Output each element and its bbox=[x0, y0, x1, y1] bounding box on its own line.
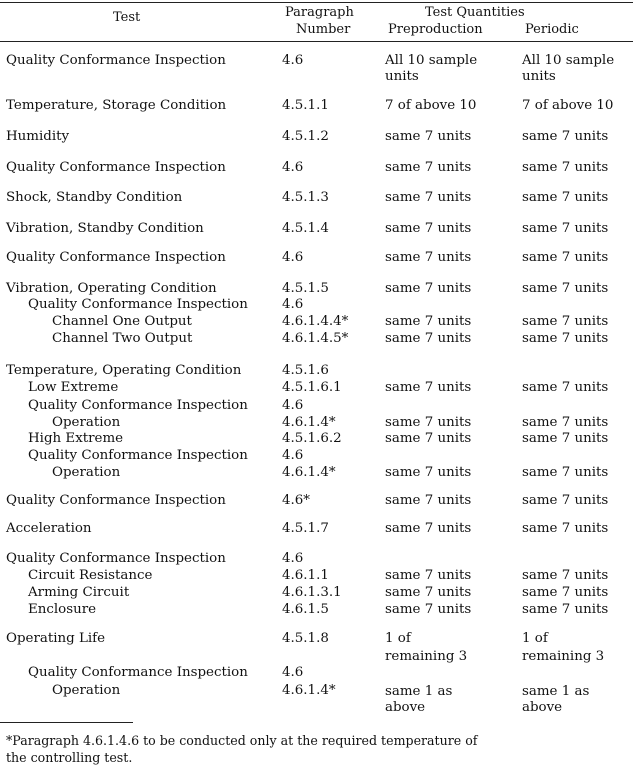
table-cell-paragraph: 4.6 bbox=[282, 297, 304, 312]
table-cell-test: Acceleration bbox=[6, 521, 92, 536]
table-cell-test: Quality Conformance Inspection bbox=[6, 551, 226, 566]
table-cell-test: Quality Conformance Inspection bbox=[6, 160, 226, 175]
table-cell-test: Quality Conformance Inspection bbox=[6, 250, 226, 265]
header-periodic: Periodic bbox=[525, 22, 579, 37]
table-cell-periodic: same 7 units bbox=[522, 250, 609, 265]
table-cell-paragraph: 4.6 bbox=[282, 398, 304, 413]
table-cell-periodic: units bbox=[522, 69, 556, 84]
table-cell-periodic: above bbox=[522, 700, 563, 715]
table-cell-paragraph: 4.6.1.4.5* bbox=[282, 331, 349, 346]
table-cell-paragraph: 4.5.1.2 bbox=[282, 129, 329, 144]
table-cell-paragraph: 4.5.1.4 bbox=[282, 221, 329, 236]
table-cell-paragraph: 4.6 bbox=[282, 250, 304, 265]
table-cell-paragraph: 4.6 bbox=[282, 551, 304, 566]
table-cell-periodic: same 7 units bbox=[522, 314, 609, 329]
table-cell-periodic: same 7 units bbox=[522, 190, 609, 205]
footnote-line-2: the controlling test. bbox=[6, 750, 133, 765]
table-cell-preproduction: same 7 units bbox=[385, 331, 472, 346]
table-cell-preproduction: same 7 units bbox=[385, 160, 472, 175]
table-cell-paragraph: 4.6 bbox=[282, 665, 304, 680]
table-cell-preproduction: same 7 units bbox=[385, 585, 472, 600]
table-cell-periodic: same 7 units bbox=[522, 331, 609, 346]
table-cell-test: Temperature, Storage Condition bbox=[6, 98, 227, 113]
table-cell-periodic: same 7 units bbox=[522, 568, 609, 583]
header-test-quantities: Test Quantities bbox=[425, 5, 525, 20]
table-cell-test: Quality Conformance Inspection bbox=[6, 493, 226, 508]
table-cell-preproduction: same 7 units bbox=[385, 190, 472, 205]
table-cell-preproduction: same 7 units bbox=[385, 415, 472, 430]
table-cell-paragraph: 4.6.1.4* bbox=[282, 465, 336, 480]
table-cell-periodic: same 7 units bbox=[522, 431, 609, 446]
table-cell-test: Quality Conformance Inspection bbox=[28, 398, 248, 413]
table-cell-preproduction: same 7 units bbox=[385, 314, 472, 329]
table-cell-periodic: same 7 units bbox=[522, 493, 609, 508]
table-cell-preproduction: same 7 units bbox=[385, 250, 472, 265]
table-cell-periodic: same 7 units bbox=[522, 415, 609, 430]
table-cell-paragraph: 4.6* bbox=[282, 493, 310, 508]
table-cell-periodic: same 7 units bbox=[522, 585, 609, 600]
table-cell-paragraph: 4.6 bbox=[282, 448, 304, 463]
table-top-rule bbox=[0, 2, 633, 3]
table-cell-test: Quality Conformance Inspection bbox=[6, 53, 226, 68]
table-cell-paragraph: 4.6.1.4* bbox=[282, 683, 336, 698]
header-preproduction: Preproduction bbox=[388, 22, 483, 37]
table-cell-paragraph: 4.6.1.5 bbox=[282, 602, 329, 617]
table-cell-paragraph: 4.5.1.8 bbox=[282, 631, 329, 646]
header-test: Test bbox=[113, 10, 141, 25]
table-cell-periodic: same 7 units bbox=[522, 221, 609, 236]
footnote-rule bbox=[0, 722, 133, 723]
table-cell-preproduction: All 10 sample bbox=[385, 53, 478, 68]
table-cell-test: Arming Circuit bbox=[28, 585, 130, 600]
table-cell-test: Temperature, Operating Condition bbox=[6, 363, 242, 378]
table-cell-test: Low Extreme bbox=[28, 380, 119, 395]
table-cell-preproduction: same 7 units bbox=[385, 281, 472, 296]
table-cell-test: Channel Two Output bbox=[52, 331, 193, 346]
table-cell-test: Shock, Standby Condition bbox=[6, 190, 183, 205]
table-cell-preproduction: same 7 units bbox=[385, 465, 472, 480]
header-bottom-rule bbox=[0, 41, 633, 42]
table-cell-paragraph: 4.6 bbox=[282, 160, 304, 175]
table-cell-preproduction: same 7 units bbox=[385, 129, 472, 144]
table-cell-preproduction: same 7 units bbox=[385, 602, 472, 617]
table-cell-periodic: same 7 units bbox=[522, 129, 609, 144]
table-cell-periodic: same 1 as bbox=[522, 684, 590, 699]
table-cell-preproduction: above bbox=[385, 700, 426, 715]
table-cell-preproduction: same 1 as bbox=[385, 684, 453, 699]
table-cell-paragraph: 4.5.1.6.1 bbox=[282, 380, 342, 395]
table-cell-preproduction: units bbox=[385, 69, 419, 84]
table-cell-paragraph: 4.5.1.3 bbox=[282, 190, 329, 205]
table-cell-periodic: same 7 units bbox=[522, 602, 609, 617]
table-cell-test: Vibration, Operating Condition bbox=[6, 281, 217, 296]
table-cell-periodic: 1 of bbox=[522, 631, 548, 646]
table-cell-periodic: same 7 units bbox=[522, 380, 609, 395]
table-cell-periodic: same 7 units bbox=[522, 465, 609, 480]
table-cell-paragraph: 4.6.1.3.1 bbox=[282, 585, 342, 600]
table-cell-preproduction: remaining 3 bbox=[385, 649, 468, 664]
table-cell-test: Quality Conformance Inspection bbox=[28, 297, 248, 312]
table-cell-preproduction: same 7 units bbox=[385, 221, 472, 236]
table-cell-paragraph: 4.5.1.6 bbox=[282, 363, 329, 378]
table-cell-paragraph: 4.5.1.5 bbox=[282, 281, 329, 296]
table-cell-preproduction: same 7 units bbox=[385, 380, 472, 395]
header-number: Number bbox=[296, 22, 351, 37]
table-cell-paragraph: 4.6 bbox=[282, 53, 304, 68]
table-cell-periodic: same 7 units bbox=[522, 521, 609, 536]
table-cell-test: Operating Life bbox=[6, 631, 106, 646]
header-paragraph: Paragraph bbox=[285, 5, 354, 20]
table-cell-preproduction: same 7 units bbox=[385, 431, 472, 446]
table-cell-test: Enclosure bbox=[28, 602, 97, 617]
table-cell-paragraph: 4.6.1.4.4* bbox=[282, 314, 349, 329]
table-cell-paragraph: 4.6.1.1 bbox=[282, 568, 329, 583]
table-cell-periodic: 7 of above 10 bbox=[522, 98, 614, 113]
table-cell-periodic: same 7 units bbox=[522, 281, 609, 296]
table-cell-periodic: same 7 units bbox=[522, 160, 609, 175]
table-cell-preproduction: 1 of bbox=[385, 631, 411, 646]
footnote-line-1: *Paragraph 4.6.1.4.6 to be conducted only at the required temperature of bbox=[6, 733, 478, 748]
table-cell-test: Humidity bbox=[6, 129, 70, 144]
table-cell-test: Operation bbox=[52, 683, 121, 698]
table-cell-paragraph: 4.5.1.1 bbox=[282, 98, 329, 113]
table-cell-paragraph: 4.6.1.4* bbox=[282, 415, 336, 430]
table-cell-test: Circuit Resistance bbox=[28, 568, 153, 583]
table-cell-test: Operation bbox=[52, 415, 121, 430]
table-cell-preproduction: same 7 units bbox=[385, 493, 472, 508]
table-cell-test: Operation bbox=[52, 465, 121, 480]
table-cell-periodic: All 10 sample bbox=[522, 53, 615, 68]
table-cell-preproduction: same 7 units bbox=[385, 521, 472, 536]
table-cell-test: Channel One Output bbox=[52, 314, 192, 329]
table-cell-preproduction: 7 of above 10 bbox=[385, 98, 477, 113]
table-cell-paragraph: 4.5.1.7 bbox=[282, 521, 329, 536]
table-cell-test: Quality Conformance Inspection bbox=[28, 448, 248, 463]
table-cell-test: High Extreme bbox=[28, 431, 124, 446]
table-cell-periodic: remaining 3 bbox=[522, 649, 605, 664]
table-cell-preproduction: same 7 units bbox=[385, 568, 472, 583]
table-cell-paragraph: 4.5.1.6.2 bbox=[282, 431, 342, 446]
table-cell-test: Quality Conformance Inspection bbox=[28, 665, 248, 680]
table-cell-test: Vibration, Standby Condition bbox=[6, 221, 204, 236]
